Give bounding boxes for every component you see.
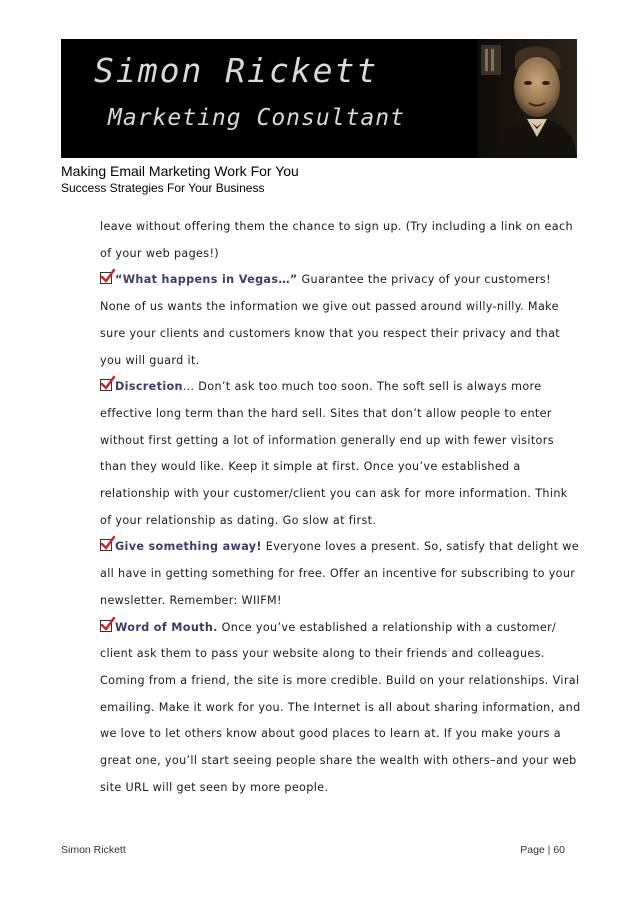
checkbox-checked-icon: [100, 620, 112, 632]
checkbox-checked-icon: [100, 272, 112, 284]
document-title: Making Email Marketing Work For You: [61, 163, 299, 179]
document-subtitle: Success Strategies For Your Business: [61, 181, 265, 195]
portrait-photo: [477, 39, 577, 158]
body-content: [100, 214, 582, 801]
tip-paragraph: [100, 534, 582, 614]
banner-role: Marketing Consultant: [108, 105, 405, 131]
checkbox-checked-icon: [100, 379, 112, 391]
tip-lead: “What happens in Vegas…”: [115, 273, 298, 287]
page-number: Page | 60: [520, 844, 565, 856]
tip-text: Once you’ve established a relationship with a customer/ client ask them to pass your website along to their friends and colleagues. Coming from a friend, the site is more credible. Build on your relationships. Viral emailing. Make it work for you. The Internet is all about sharing information, and we love to let others know about good places to learn at. If you make yours a great one, you’ll start seeing people share the wealth with others–and your web site URL will get seen by more people.: [100, 620, 581, 794]
tip-lead: Discretion: [115, 380, 183, 394]
tip-paragraph: [100, 267, 582, 374]
tip-text: … Don’t ask too much too soon. The soft sell is always more effective long term than the hard sell. Sites that don’t allow people to enter without first getting a lot of information generally end up with fewer visitors than they would like. Keep it simple at first. Once you’ve established a relationship with your customer/client you can ask for more information. Think of your relationship as dating. Go slow at first.: [100, 380, 568, 527]
banner-name: Simon Rickett: [94, 51, 379, 90]
footer-author: Simon Rickett: [61, 844, 126, 856]
tip-text: Guarantee the privacy of your customers! None of us wants the information we give out passed around willy-nilly. Make sure your clients and customers know that you respect their privacy and that you will guard it.: [100, 273, 561, 367]
tip-paragraph: [100, 615, 582, 802]
tip-paragraph: [100, 374, 582, 534]
tip-lead: Give something away!: [115, 540, 262, 554]
intro-paragraph: leave without offering them the chance to sign up. (Try including a link on each of your web pages!): [100, 220, 573, 260]
header-banner: [61, 39, 577, 158]
tip-lead: Word of Mouth.: [115, 620, 218, 634]
checkbox-checked-icon: [100, 539, 112, 551]
tip-text: Everyone loves a present. So, satisfy that delight we all have in getting something for free. Offer an incentive for subscribing to your newsletter. Remember: WIIFM!: [100, 540, 580, 607]
